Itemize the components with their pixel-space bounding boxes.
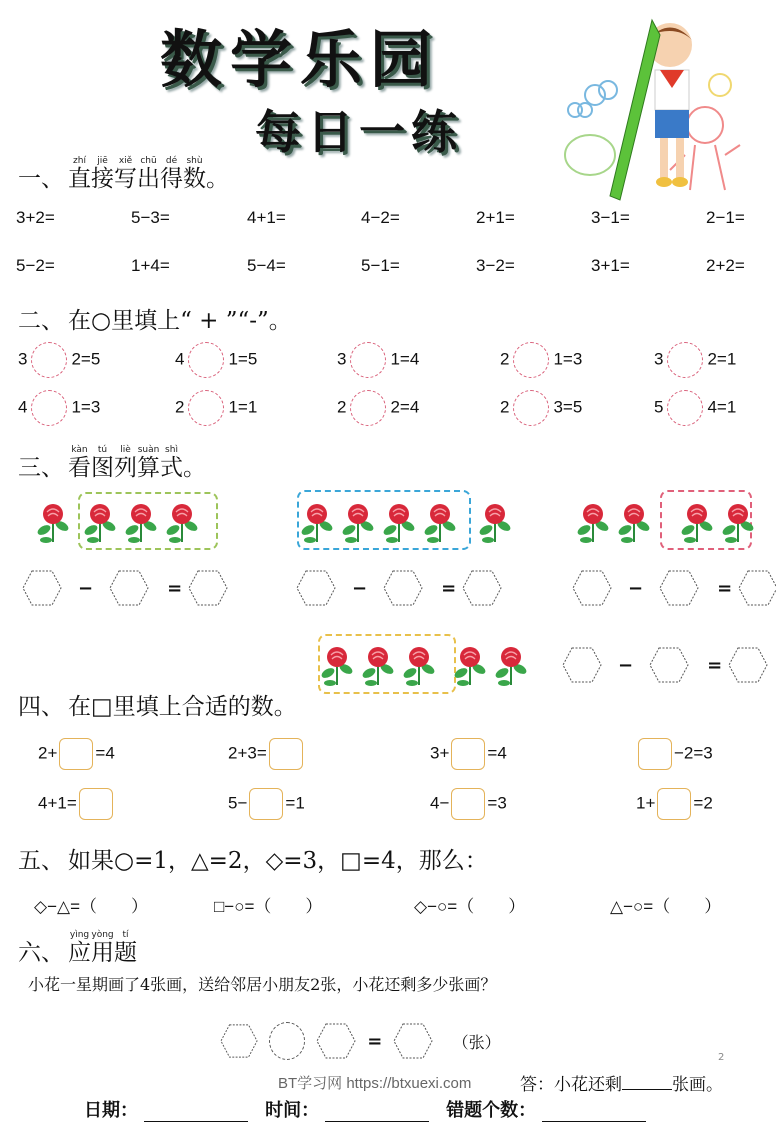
rose-icon (320, 643, 354, 687)
operator-circle[interactable] (350, 342, 386, 378)
heading-char: 直zhí (68, 156, 91, 192)
rose-icon (478, 500, 512, 544)
result: 1=3 (71, 397, 101, 417)
word-problem-equation (220, 1022, 501, 1060)
operator-problem (18, 342, 100, 378)
result: 2=4 (390, 397, 420, 417)
operator-problem (654, 342, 736, 378)
post-text: =1 (285, 793, 305, 813)
heading-text: 在○里填上“ + ”“-”。 (68, 308, 292, 334)
rose-icon (453, 643, 487, 687)
answer-box[interactable] (638, 738, 672, 770)
rose-icon (494, 643, 528, 687)
arithmetic-problem: 3+1= (591, 256, 630, 275)
arithmetic-problem: 5−1= (361, 256, 400, 275)
operator-circle[interactable] (31, 342, 67, 378)
pre-text: 2+3= (228, 743, 267, 763)
operator-problem (337, 342, 419, 378)
answer-hexagon[interactable] (109, 570, 149, 606)
heading-char: 式shì (160, 445, 183, 481)
operator-problem (18, 390, 100, 426)
word-problem-text: 小花一星期画了4张画，送给邻居小朋友2张，小花还剩多少张画？ (28, 975, 497, 994)
fill-box-problem (636, 738, 713, 770)
result: 4=1 (707, 397, 737, 417)
answer-hexagon[interactable] (188, 570, 228, 606)
operand: 3 (337, 349, 347, 369)
rose-icon (165, 500, 199, 544)
arithmetic-problem: 5−3= (131, 208, 170, 227)
picture-equation (572, 570, 776, 606)
equals-sign: = (367, 1030, 383, 1052)
operator-circle[interactable] (31, 390, 67, 426)
answer-blank[interactable] (622, 1073, 672, 1090)
operand: 4 (18, 397, 28, 417)
rose-icon (576, 500, 610, 544)
post-text: =4 (487, 743, 507, 763)
answer-box[interactable] (269, 738, 303, 770)
minus-sign: − (78, 577, 94, 599)
answer-box[interactable] (79, 788, 113, 820)
answer-box[interactable] (451, 738, 485, 770)
minus-sign: − (618, 654, 634, 676)
heading-char: 写xiě (114, 156, 137, 192)
page-subtitle: 每日一练 (255, 105, 463, 159)
arithmetic-problem: 5−4= (247, 256, 286, 275)
arithmetic-problem: 4−2= (361, 208, 400, 227)
answer-prefix: 答：小花还剩 (520, 1075, 622, 1095)
heading-char: 数shù (183, 156, 206, 192)
arithmetic-problem: 3−2= (476, 256, 515, 275)
section-number: 五、 (18, 848, 64, 874)
rose-icon (423, 500, 457, 544)
section2-heading (18, 302, 292, 335)
operator-problem (175, 342, 257, 378)
answer-box[interactable] (657, 788, 691, 820)
section1-heading (18, 156, 229, 193)
pre-text: 1+ (636, 793, 656, 813)
pre-text: 4− (430, 793, 450, 813)
answer-hexagon[interactable] (316, 1023, 356, 1059)
symbol-problem[interactable]: ◇−△=（ ） (34, 897, 149, 916)
arithmetic-problem: 5−2= (16, 256, 55, 275)
heading-char: 题tí (114, 930, 137, 966)
answer-hexagon[interactable] (572, 570, 612, 606)
rose-icon (83, 500, 117, 544)
rose-icon (361, 643, 395, 687)
fill-box-problem (228, 788, 305, 820)
fill-box-problem (430, 738, 507, 770)
pre-text: 3+ (430, 743, 450, 763)
section-number: 一、 (18, 166, 64, 192)
operand: 5 (654, 397, 664, 417)
operator-circle[interactable] (513, 342, 549, 378)
result: 1=4 (390, 349, 420, 369)
heading-char: 接jiē (91, 156, 114, 192)
answer-hexagon[interactable] (659, 570, 699, 606)
heading-char: 列liè (114, 445, 137, 481)
answer-hexagon[interactable] (22, 570, 62, 606)
operator-circle[interactable] (667, 342, 703, 378)
answer-line (520, 1070, 723, 1095)
answer-hexagon[interactable] (649, 647, 689, 683)
operator-circle[interactable] (188, 390, 224, 426)
rose-icon (721, 500, 755, 544)
rose-icon (382, 500, 416, 544)
page-title: 数学乐园 (160, 23, 441, 96)
result: 1=1 (228, 397, 258, 417)
section4-heading (18, 688, 297, 721)
pre-text: 4+1= (38, 793, 77, 813)
page-number: 2 (718, 1052, 725, 1063)
section-number: 三、 (18, 455, 64, 481)
heading-text: 在□里填上合适的数。 (68, 694, 297, 720)
arithmetic-problem: 1+4= (131, 256, 170, 275)
picture-equation (296, 570, 502, 606)
answer-hexagon[interactable] (383, 570, 423, 606)
section-number: 四、 (18, 694, 64, 720)
heading-char: 看kàn (68, 445, 91, 481)
operator-problem (175, 390, 257, 426)
minus-sign: − (352, 577, 368, 599)
operator-circle[interactable] (667, 390, 703, 426)
operand: 2 (500, 349, 510, 369)
answer-hexagon[interactable] (393, 1023, 433, 1059)
answer-box[interactable] (249, 788, 283, 820)
date-field[interactable] (144, 1105, 248, 1122)
pre-text: 2+ (38, 743, 58, 763)
picture-equation (22, 570, 228, 606)
operand: 2 (337, 397, 347, 417)
answer-suffix: 张画。 (672, 1075, 723, 1095)
result: 2=5 (71, 349, 101, 369)
answer-hexagon[interactable] (738, 570, 776, 606)
rose-icon (341, 500, 375, 544)
equals-sign: = (167, 577, 183, 599)
answer-hexagon[interactable] (562, 647, 602, 683)
fill-box-problem (430, 788, 507, 820)
heading-char: 算suàn (137, 445, 160, 481)
minus-sign: − (628, 577, 644, 599)
arithmetic-problem: 2−1= (706, 208, 745, 227)
operand: 3 (654, 349, 664, 369)
time-label: 时间： (265, 1100, 320, 1121)
answer-box[interactable] (451, 788, 485, 820)
rose-icon (617, 500, 651, 544)
answer-hexagon[interactable] (220, 1023, 258, 1059)
rose-icon (124, 500, 158, 544)
fill-box-problem (636, 788, 713, 820)
result: 1=5 (228, 349, 258, 369)
operand: 2 (175, 397, 185, 417)
fill-box-problem (38, 788, 115, 820)
section-number: 二、 (18, 308, 64, 334)
operand: 2 (500, 397, 510, 417)
heading-char: 出chū (137, 156, 160, 192)
operator-circle[interactable] (188, 342, 224, 378)
pre-text: 5− (228, 793, 248, 813)
watermark: BT学习网 https://btxuexi.com (278, 1075, 472, 1092)
date-label: 日期： (84, 1100, 138, 1121)
answer-hexagon[interactable] (296, 570, 336, 606)
result: 1=3 (553, 349, 583, 369)
post-text: =2 (693, 793, 713, 813)
post-text: =3 (487, 793, 507, 813)
fill-box-problem (228, 738, 305, 770)
answer-hexagon[interactable] (462, 570, 502, 606)
heading-char: 得dé (160, 156, 183, 192)
heading-text: 如果○=1，△=2，◇=3，□=4，那么： (68, 848, 488, 874)
equals-sign: = (717, 577, 733, 599)
rose-icon (680, 500, 714, 544)
boy-with-pencil-illustration (560, 10, 760, 210)
operator-problem (500, 342, 582, 378)
heading-end: 。 (206, 166, 229, 192)
symbol-problem[interactable]: ◇−○=（ ） (414, 897, 526, 916)
operator-problem (337, 390, 419, 426)
post-text: −2=3 (674, 743, 713, 763)
footer (84, 1096, 658, 1122)
operator-problem (654, 390, 736, 426)
arithmetic-problem: 4+1= (247, 208, 286, 227)
heading-end: 。 (183, 455, 206, 481)
arithmetic-problem: 2+2= (706, 256, 745, 275)
fill-box-problem (38, 738, 115, 770)
arithmetic-problem: 2+1= (476, 208, 515, 227)
answer-hexagon[interactable] (728, 647, 768, 683)
heading-char: 图tú (91, 445, 114, 481)
symbol-problem[interactable]: □−○=（ ） (214, 897, 323, 916)
equals-sign: = (441, 577, 457, 599)
rose-icon (300, 500, 334, 544)
section-number: 六、 (18, 940, 64, 966)
rose-icon (36, 500, 70, 544)
unit-label: （张） (452, 1032, 501, 1052)
post-text: =4 (95, 743, 115, 763)
answer-box[interactable] (59, 738, 93, 770)
time-field[interactable] (325, 1105, 429, 1122)
heading-char: 应yìng (68, 930, 91, 966)
rose-icon (402, 643, 436, 687)
operand: 4 (175, 349, 185, 369)
operator-circle[interactable] (269, 1022, 305, 1060)
arithmetic-problem: 3+2= (16, 208, 55, 227)
equals-sign: = (707, 654, 723, 676)
picture-equation (562, 647, 768, 683)
heading-char: 用yòng (91, 930, 114, 966)
errors-field[interactable] (542, 1105, 646, 1122)
arithmetic-problem: 3−1= (591, 208, 630, 227)
operator-problem (500, 390, 582, 426)
operand: 3 (18, 349, 28, 369)
symbol-problem[interactable]: △−○=（ ） (610, 897, 722, 916)
errors-label: 错题个数： (446, 1100, 537, 1121)
section6-heading (18, 930, 137, 967)
section3-heading (18, 445, 206, 482)
result: 3=5 (553, 397, 583, 417)
operator-circle[interactable] (350, 390, 386, 426)
section5-heading (18, 842, 488, 875)
result: 2=1 (707, 349, 737, 369)
operator-circle[interactable] (513, 390, 549, 426)
